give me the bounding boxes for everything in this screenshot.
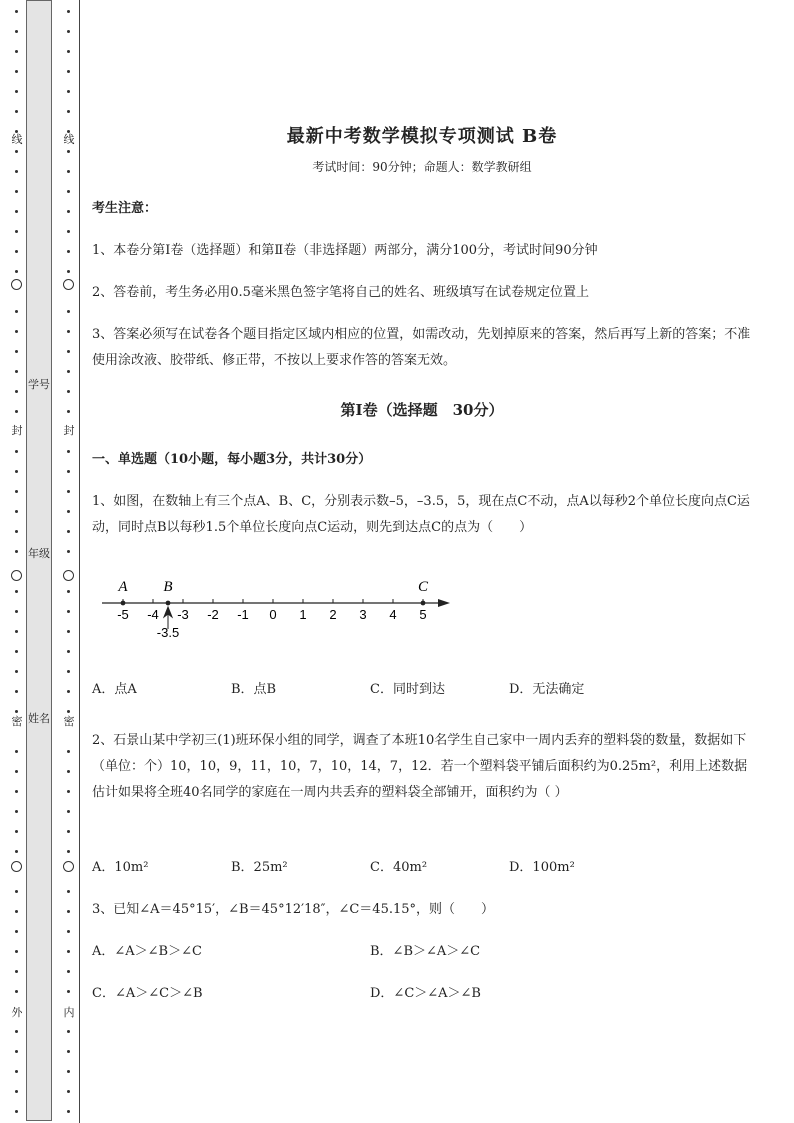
margin-dot [15,450,18,453]
margin-dot [67,530,70,533]
q1-option-a: A．点A [92,682,137,697]
tick-label: 4 [389,607,397,622]
margin-dot [67,110,70,113]
tick-label: 1 [299,607,307,622]
margin-dot [67,710,70,713]
margin-circle [11,279,22,290]
margin-circle [11,570,22,581]
margin-dot [15,10,18,13]
tick-label: -1 [237,607,249,622]
margin-dot [67,390,70,393]
margin-dot [67,230,70,233]
margin-dot [15,390,18,393]
margin-dot [15,330,18,333]
margin-dot [15,810,18,813]
margin-dot [67,250,70,253]
margin-dot [15,70,18,73]
margin-dot [15,310,18,313]
tick-label: 2 [329,607,337,622]
field-name: 姓名 [28,712,50,725]
margin-dot [15,350,18,353]
margin-dot [67,650,70,653]
point-b-dot [166,601,171,606]
margin-dot [15,710,18,713]
margin-circle [63,279,74,290]
margin-dot [15,230,18,233]
q2-option-d: D．100m² [509,860,575,875]
margin-dot [67,470,70,473]
margin-dot [67,270,70,273]
margin-dot [15,110,18,113]
number-line-arrow [438,599,450,607]
margin-circle [63,570,74,581]
margin-dot [67,1070,70,1073]
margin-dot [15,930,18,933]
margin-dot [67,850,70,853]
margin-dot [15,650,18,653]
margin-dot [15,630,18,633]
margin-dot [15,210,18,213]
margin-dot [67,810,70,813]
margin-dot [67,10,70,13]
inner-mark-feng: 封 [63,424,75,437]
margin-dot [15,890,18,893]
margin-dot [67,770,70,773]
outer-mark-feng: 封 [11,424,23,437]
margin-dot [15,990,18,993]
q2-option-c: C．40m² [370,860,428,875]
margin-dot [15,750,18,753]
margin-dot [67,970,70,973]
margin-dot [67,310,70,313]
margin-dot [67,790,70,793]
margin-dot [67,170,70,173]
outer-mark-wai: 外 [11,1006,23,1019]
margin-dot [67,190,70,193]
margin-dot [15,250,18,253]
margin-dot [67,30,70,33]
margin-dot [67,450,70,453]
point-a-dot [121,601,126,606]
tick-label: 3 [359,607,367,622]
tick-label: -5 [117,607,129,622]
margin-dot [67,630,70,633]
margin-dot [15,910,18,913]
question-3-stem: 3、已知∠A＝45°15′，∠B＝45°12′18″，∠C＝45.15°，则（ ） [92,902,495,917]
margin-dot [15,30,18,33]
margin-dot [67,1030,70,1033]
margin-dot [67,50,70,53]
notice-item-2: 2、答卷前，考生务必用0.5毫米黑色签字笔将自己的姓名、班级填写在试卷规定位置上 [92,285,589,300]
margin-dot [67,590,70,593]
margin-dot [67,1090,70,1093]
margin-dot [15,1070,18,1073]
margin-dot [15,850,18,853]
margin-dot [67,930,70,933]
point-c-label: C [417,579,429,595]
margin-dot [15,790,18,793]
margin-dot [67,990,70,993]
binding-margin [0,0,82,1123]
margin-dot [67,330,70,333]
part-title: 一、单选题（10小题，每小题3分，共计30分） [92,452,372,467]
tick-label: 5 [419,607,427,622]
margin-dot [15,610,18,613]
margin-dot [15,530,18,533]
margin-dot [15,410,18,413]
margin-dot [67,350,70,353]
margin-dot [67,610,70,613]
margin-dot [15,950,18,953]
inner-mark-nei: 内 [63,1006,75,1019]
margin-dot [67,830,70,833]
margin-dot [15,170,18,173]
exam-title: 最新中考数学模拟专项测试 B卷 [286,126,558,147]
margin-dot [15,50,18,53]
inner-mark-xian: 线 [63,133,75,146]
outer-dot-column [10,0,24,1123]
margin-dot [67,490,70,493]
inner-dot-column [62,0,76,1123]
q1-option-d: D．无法确定 [509,682,585,697]
margin-dot [15,770,18,773]
margin-dot [15,970,18,973]
margin-dot [67,1110,70,1113]
q3-option-a: A．∠A＞∠B＞∠C [92,944,202,959]
tick-label: 0 [269,607,277,622]
field-student-id: 学号 [28,378,50,391]
margin-dot [15,370,18,373]
margin-dot [67,90,70,93]
margin-dot [67,210,70,213]
q2-option-b: B．25m² [231,860,288,875]
point-c-dot [421,601,426,606]
margin-dot [15,550,18,553]
margin-dot [15,670,18,673]
margin-border-line [79,0,80,1123]
margin-dot [15,270,18,273]
tick-label: -2 [207,607,219,622]
margin-dot [67,130,70,133]
notice-item-1: 1、本卷分第I卷（选择题）和第Ⅱ卷（非选择题）两部分，满分100分，考试时间90分钟 [92,243,598,258]
number-line-figure [92,570,472,650]
margin-dot [67,70,70,73]
q1-option-c: C．同时到达 [370,682,445,697]
margin-dot [67,890,70,893]
margin-dot [67,370,70,373]
outer-mark-xian: 线 [11,133,23,146]
margin-dot [67,550,70,553]
outer-mark-mi: 密 [11,715,23,728]
margin-dot [15,490,18,493]
margin-dot [15,690,18,693]
margin-dot [67,510,70,513]
margin-dot [15,1110,18,1113]
margin-dot [15,1050,18,1053]
margin-dot [67,750,70,753]
q3-option-c: C．∠A＞∠C＞∠B [92,986,203,1001]
margin-dot [15,470,18,473]
tick-label: -3 [177,607,189,622]
margin-dot [67,670,70,673]
section-title: 第I卷（选择题 30分） [340,401,504,419]
question-2-stem: 2、石景山某中学初三(1)班环保小组的同学，调查了本班10名学生自己家中一周内丢弃的塑料袋的数量，数据如下（单位：个）10，10，9，11，10，7，10，14，7，12．若一个塑料袋平铺后面积约为0.25m²，利用上述数据估计如果将全班40名同学的家庭在一周内共丢弃的塑料袋全部铺开，面积约为（ ） [92,733,748,800]
q2-option-a: A．10m² [92,860,149,875]
margin-dot [67,950,70,953]
margin-dot [15,130,18,133]
question-1-stem: 1、如图，在数轴上有三个点A、B、C，分别表示数–5，–3.5，5，现在点C不动，点A以每秒2个单位长度向点C运动，同时点B以每秒1.5个单位长度向点C运动，则先到达点C的点为（ ） [92,494,750,535]
margin-dot [15,150,18,153]
notice-heading: 考生注意： [92,201,158,216]
margin-dot [67,690,70,693]
margin-dot [67,910,70,913]
margin-dot [15,510,18,513]
point-b-value-label: -3.5 [156,625,180,640]
exam-subtitle: 考试时间：90分钟；命题人：数学教研组 [312,160,532,174]
margin-dot [67,410,70,413]
point-a-label: A [118,579,128,595]
margin-dot [15,590,18,593]
q3-option-b: B．∠B＞∠A＞∠C [370,944,481,959]
margin-dot [15,90,18,93]
margin-dot [15,1090,18,1093]
margin-dot [15,830,18,833]
margin-circle [11,861,22,872]
tick-label: -4 [147,607,159,622]
notice-item-3: 3、答案必须写在试卷各个题目指定区域内相应的位置，如需改动，先划掉原来的答案，然后再写上新的答案；不准使用涂改液、胶带纸、修正带，不按以上要求作答的答案无效。 [92,327,751,368]
q1-option-b: B．点B [231,682,277,697]
q3-option-d: D．∠C＞∠A＞∠B [370,986,481,1001]
margin-dot [67,150,70,153]
margin-dot [15,1030,18,1033]
margin-dot [15,190,18,193]
margin-circle [63,861,74,872]
inner-mark-mi: 密 [63,715,75,728]
field-grade: 年级 [28,547,50,560]
point-b-label: B [163,579,173,595]
margin-dot [67,1050,70,1053]
